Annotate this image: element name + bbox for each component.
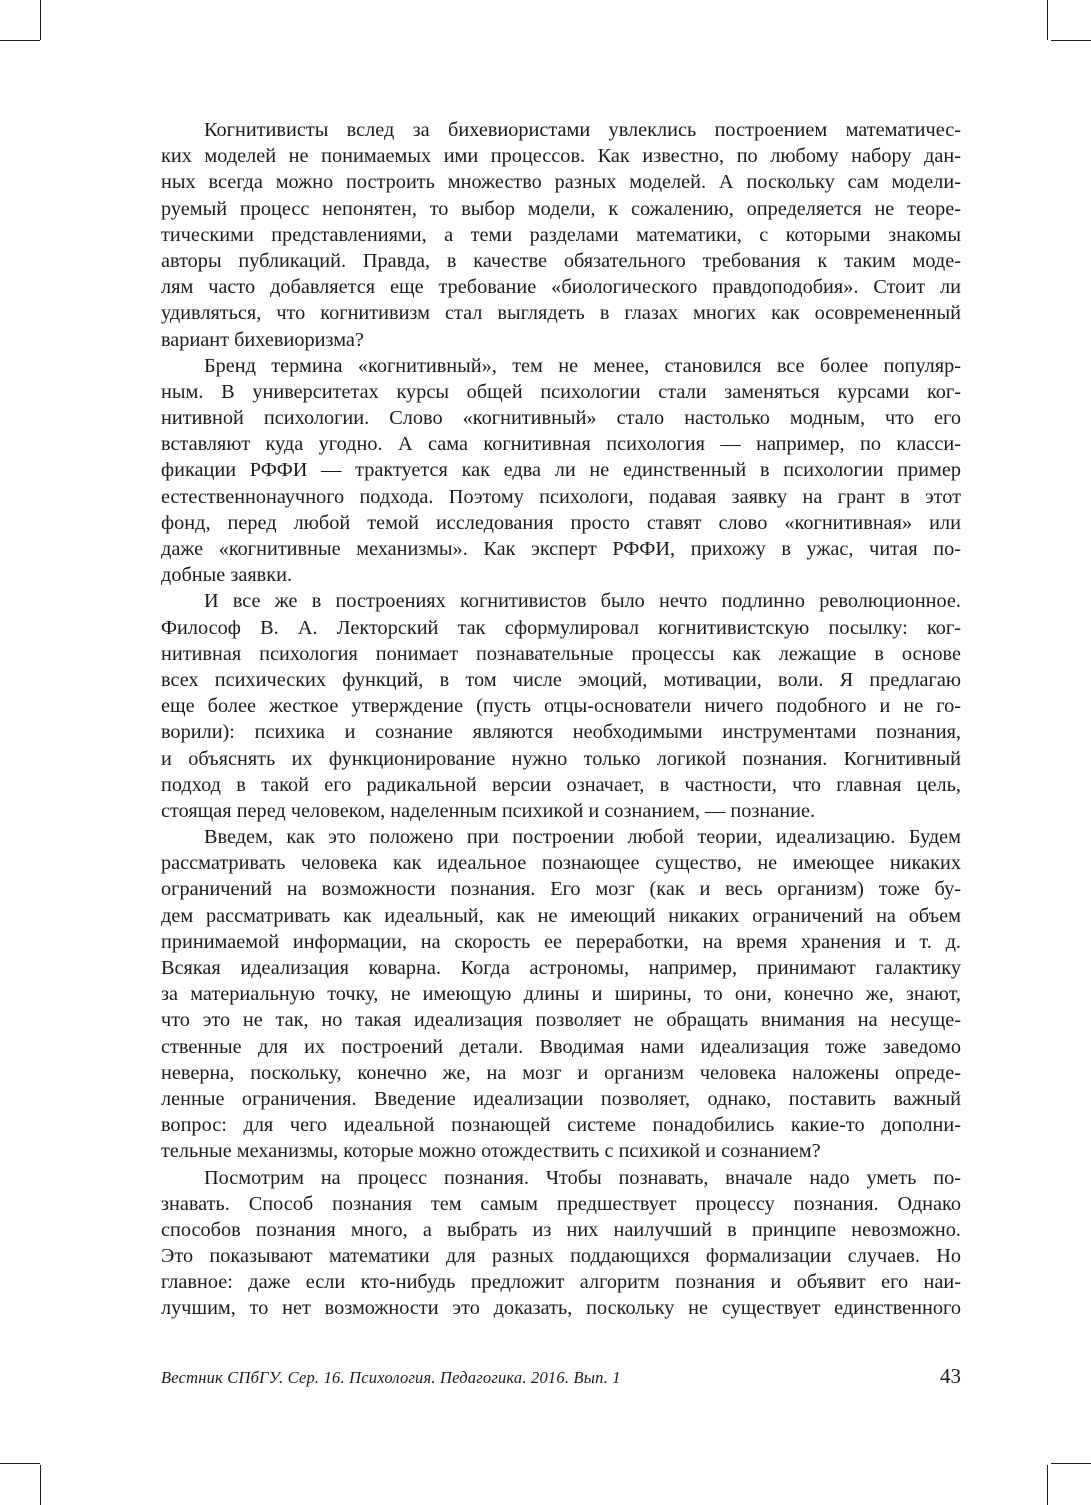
text-line: неверна, поскольку, конечно же, на мозг и организм человека наложены опреде- — [161, 1061, 961, 1084]
text-line: Философ В. А. Лекторский так сформулировал когнитивистскую посылку: ког- — [161, 616, 961, 639]
crop-mark-bottom-left-vertical — [40, 1465, 41, 1505]
crop-mark-top-left-vertical — [40, 0, 41, 40]
text-line: фикации РФФИ — трактуется как едва ли не единственный в психологии пример — [161, 459, 961, 482]
crop-mark-top-left-horizontal — [0, 40, 40, 41]
crop-mark-top-right-horizontal — [1051, 40, 1091, 41]
text-line: и объяснять их функционирование нужно только логикой познания. Когнитивный — [161, 747, 961, 770]
text-line: за материальную точку, не имеющую длины и ширины, то они, конечно же, знают, — [161, 983, 961, 1006]
text-line: вставляют куда угодно. А сама когнитивная психология — например, по класси- — [161, 433, 961, 456]
text-line: что это не так, но такая идеализация позволяет не обращать внимания на несуще- — [161, 1009, 961, 1032]
text-line: рассматривать человека как идеальное познающее существо, не имеющее никаких — [161, 852, 961, 875]
text-line: добные заявки. — [161, 564, 293, 587]
text-line: принимаемой информации, на скорость ее переработки, на время хранения и т. д. — [161, 930, 961, 953]
crop-mark-bottom-left-horizontal — [0, 1463, 40, 1464]
body-text — [161, 117, 961, 1322]
text-line: ственные для их построений детали. Вводимая нами идеализация тоже заведомо — [161, 1035, 961, 1058]
text-line: ленные ограничения. Введение идеализации позволяет, однако, поставить важный — [161, 1087, 961, 1110]
text-line: всех психических функций, в том числе эмоций, мотивации, воли. Я предлагаю — [161, 668, 961, 691]
text-line: Всякая идеализация коварна. Когда астрономы, например, принимают галактику — [161, 957, 961, 979]
text-line: главное: даже если кто-нибудь предложит алгоритм познания и объявит его наи- — [161, 1271, 961, 1294]
text-line: лучшим, то нет возможности это доказать, поскольку не существует единственного — [161, 1297, 961, 1320]
text-line: вопрос: для чего идеальной познающей системе понадобились какие-то дополни- — [161, 1114, 961, 1137]
text-line: нитивная психология понимает познавательные процессы как лежащие в основе — [161, 642, 961, 665]
text-line: Бренд термина «когнитивный», тем не менее, становился все более популяр- — [204, 354, 961, 377]
text-line: И все же в построениях когнитивистов было нечто подлинно революционное. — [204, 590, 961, 613]
text-line: естественнонаучного подхода. Поэтому психологи, подавая заявку на грант в этот — [161, 485, 961, 508]
crop-mark-bottom-right-vertical — [1047, 1465, 1048, 1505]
crop-mark-bottom-right-horizontal — [1051, 1463, 1091, 1464]
text-line: авторы публикаций. Правда, в качестве обязательного требования к таким моде- — [161, 249, 961, 272]
journal-title: Вестник СПбГУ. Сер. 16. Психология. Педагогика. 2016. Вып. 1 — [161, 1368, 621, 1387]
text-line: знавать. Способ познания тем самым предшествует процессу познания. Однако — [161, 1192, 961, 1215]
text-line: нитивной психологии. Слово «когнитивный» стало настолько модным, что его — [161, 407, 961, 430]
text-line: тическими представлениями, а теми разделами математики, с которыми знакомы — [161, 223, 961, 246]
text-line: ных всегда можно построить множество разных моделей. А поскольку сам модели- — [161, 171, 961, 194]
text-line: Введем, как это положено при построении любой теории, идеализацию. Будем — [204, 826, 961, 849]
text-line: дем рассматривать как идеальный, как не имеющий никаких ограничений на объем — [161, 904, 961, 927]
text-line: лям часто добавляется еще требование «биологического правдоподобия». Стоит ли — [161, 276, 961, 299]
text-line: вариант бихевиоризма? — [161, 328, 364, 351]
text-line: ограничений на возможности познания. Его мозг (как и весь организм) тоже бу- — [161, 878, 961, 901]
text-line: удивляться, что когнитивизм стал выглядеть в глазах многих как осовремененный — [161, 302, 961, 325]
text-line: еще более жесткое утверждение (пусть отцы-основатели ничего подобного и не го- — [161, 695, 961, 718]
text-line: Это показывают математики для разных поддающихся формализации случаев. Но — [161, 1245, 961, 1268]
text-line: ворили): психика и сознание являются необходимыми инструментами познания, — [161, 721, 961, 744]
text-line: руемый процесс непонятен, то выбор модели, к сожалению, определяется не теоре- — [161, 197, 961, 220]
crop-mark-top-right-vertical — [1047, 0, 1048, 40]
text-line: ным. В университетах курсы общей психологии стали заменяться курсами ког- — [161, 380, 961, 403]
text-line: Посмотрим на процесс познания. Чтобы познавать, вначале надо уметь по- — [204, 1166, 961, 1189]
text-line: даже «когнитивные механизмы». Как эксперт РФФИ, прихожу в ужас, читая по- — [161, 538, 961, 560]
text-line: ких моделей не понимаемых ими процессов. Как известно, по любому набору дан- — [161, 145, 961, 168]
text-line: способов познания много, а выбрать из них наилучший в принципе невозможно. — [161, 1218, 961, 1241]
text-line: подход в такой его радикальной версии означает, в частности, что главная цель, — [161, 773, 961, 796]
page-number: 43 — [940, 1364, 961, 1388]
text-line: стоящая перед человеком, наделенным психикой и сознанием, — познание. — [161, 799, 816, 822]
text-line: тельные механизмы, которые можно отождествить с психикой и сознанием? — [161, 1140, 821, 1163]
text-line: фонд, перед любой темой исследования просто ставят слово «когнитивная» или — [161, 511, 961, 534]
text-line: Когнитивисты вслед за бихевиористами увлеклись построением математичес- — [204, 119, 961, 141]
page-footer — [161, 1364, 961, 1394]
